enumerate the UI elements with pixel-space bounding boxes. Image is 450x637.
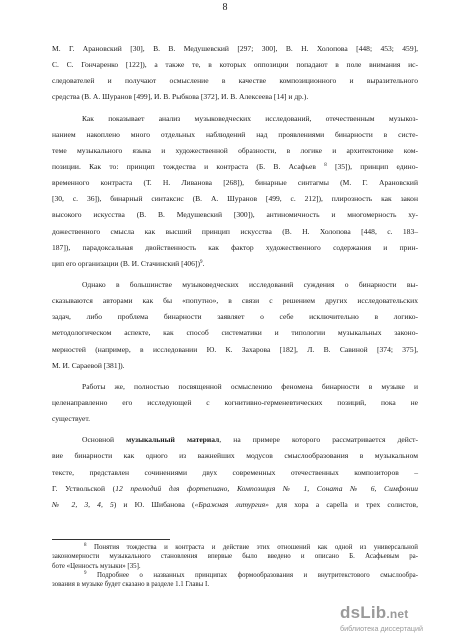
text-line: С. С. Гончаренко [122]), а также те, в которых оппозиции попадают в поле внимания ис- — [52, 60, 418, 70]
text-line: высокого искусства (В. В. Медушевский [300]), антиномичность и многомерность ху- — [52, 210, 418, 220]
watermark-logo[interactable] — [336, 603, 446, 635]
footnote-ref-9[interactable]: 9 — [199, 259, 203, 265]
page-number: 8 — [222, 2, 228, 13]
italic-works: «Бражная литургия» — [194, 499, 269, 509]
footnote-9 — [52, 571, 418, 580]
text-line: методологическом аспекте, как способ систематики и типологии музыкальных законо- — [52, 328, 418, 338]
footnote-number: 8 — [84, 543, 87, 548]
text-line: теме музыкального языка и художественной образности, в логике и архитектонике ком- — [52, 145, 418, 155]
text-fragment: [35]), принцип едино- — [326, 161, 418, 171]
watermark-logo-text — [340, 603, 408, 623]
text-line: вие бинарности как одного из важнейших модусов смыслообразования в музыкальном — [52, 451, 418, 461]
text-fragment: . — [202, 258, 205, 268]
text-line: М. И. Сараевой [381]). — [52, 360, 125, 370]
text-line: Однако в большинстве музыковедческих исследований суждения о бинарности вы- — [82, 279, 418, 289]
text-fragment: Основной — [82, 435, 127, 445]
text-line — [52, 481, 418, 497]
text-line: следователей и получают осмысление в качестве композиционного и выразительного — [52, 76, 418, 86]
watermark-subtitle: библиотека диссертаций — [340, 624, 424, 633]
text-line: временного контраста (Т. Н. Ливанова [268]), бинарные синтагмы (М. Г. Арановский — [52, 178, 418, 188]
main-text — [52, 41, 418, 513]
italic-works: № 2, 3, 4, 5 — [52, 499, 114, 509]
text-line: мерностей (например, в исследовании Ю. К. Захарова [182], Л. В. Савиной [374; 375], — [52, 344, 418, 354]
text-line — [52, 159, 418, 175]
footnote-8 — [52, 543, 418, 552]
text-line: средства (В. А. Шуранов [499], И. В. Рыбкова [372], И. В. Алексеева [14] и др.). — [52, 92, 309, 102]
footnote-number: 9 — [84, 570, 87, 576]
footnotes — [52, 543, 418, 589]
text-fragment: Г. Уствольской ( — [52, 483, 116, 493]
text-line — [52, 432, 418, 448]
text-fragment: , на примере которого рассматривается дейст- — [219, 435, 418, 445]
text-line: Как показывает анализ музыковедческих исследований, отечественным музыкоз- — [82, 113, 418, 123]
text-line: целенаправленно его исследующей с когнитивно-герменевтических позиций, пока не — [52, 397, 418, 407]
logo-main: dsLib — [340, 603, 387, 622]
footnote-text: Подробнее о названных принципах формообразования и внутритекстового смыслообра- — [86, 571, 418, 579]
text-line: сказываются авторами как бы «попутно», в связи с решением других исследовательских — [52, 296, 418, 306]
text-line: Работы же, полностью посвященной осмыслению феномена бинарности в музыке и — [82, 381, 418, 391]
text-line — [52, 497, 418, 513]
text-line: М. Г. Арановский [30], В. В. Медушевский [297; 300], В. Н. Холопова [448; 453; 459], — [52, 44, 418, 53]
logo-suffix: .net — [386, 607, 409, 621]
italic-works: 12 прелюдий для фортепиано, Композиция № 1, Соната № 6, Симфонии — [115, 483, 418, 493]
text-line: существует. — [52, 414, 90, 424]
footnote-text: боте «Ценность музыки» [35]. — [52, 562, 141, 570]
text-line: задач, либо проблема бинарности заявляет о себе исключительно в логико- — [52, 312, 418, 322]
footnote-divider — [52, 539, 170, 540]
text-line: 187]), парадоксальная двойственность как фактор художественного содержания и прин- — [52, 242, 418, 252]
bold-term: музыкальный материал — [126, 435, 220, 445]
text-line: тексте, представлен сочинениями двух современных отечественных композиторов – — [52, 467, 418, 477]
footnote-text: зования в музыке будет сказано в разделе 1.1 Главы I. — [52, 581, 210, 589]
footnote-ref-8[interactable]: 8 — [324, 162, 327, 168]
footnote-text: закономерности музыкального становления впервые было введено и описано Б. Асафьевым ра- — [52, 553, 418, 561]
text-fragment: ) и Ю. Шибанова ( — [113, 499, 195, 509]
text-fragment: для хора a capella и трех солистов, — [268, 499, 418, 509]
text-fragment: позиции. Как то: принцип тождества и контраста (Б. В. Асафьев — [52, 161, 325, 171]
text-fragment: цип его организации (В. И. Стачинский [406]) — [52, 258, 200, 268]
text-line: дожественного смысла как высший принцип искусства (В. Н. Холопова [448, с. 183– — [52, 226, 418, 236]
footnote-text: Понятия тождества и контраста и действие этих отношений как одной из универсальной — [86, 544, 418, 551]
text-line: [30, с. 36]), бинарный синтаксис (В. А. Шуранов [499, с. 212]), плирозность как закон — [52, 194, 418, 204]
text-line — [52, 256, 418, 272]
text-line: нанием накоплено много отдельных наблюдений над проявлениями бинарности в систе- — [52, 129, 418, 139]
